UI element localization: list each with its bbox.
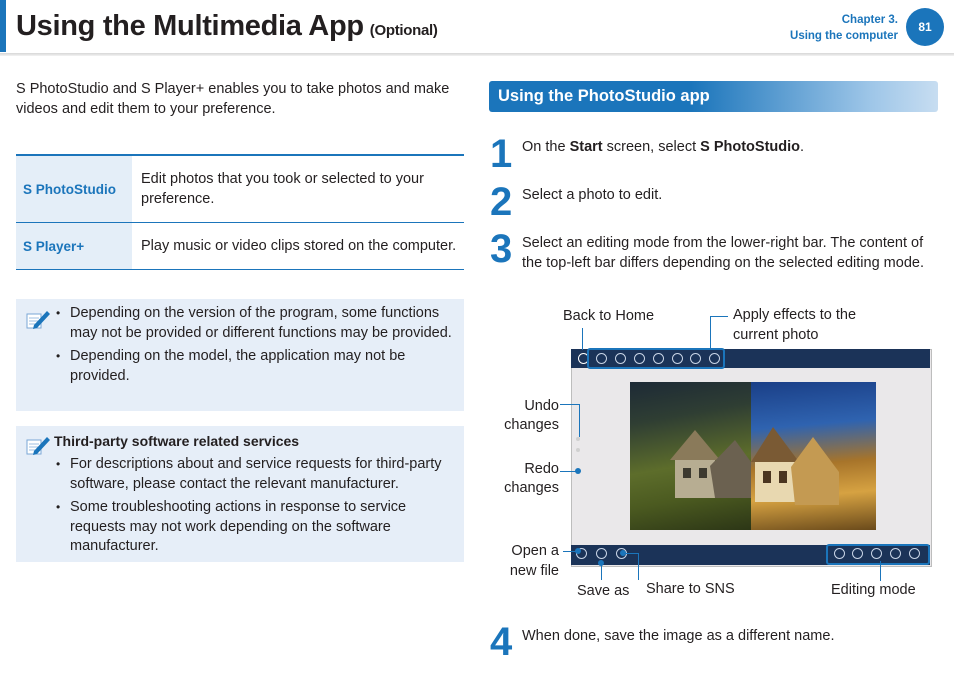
header-accent-bar xyxy=(0,0,6,52)
step-text-bold: S PhotoStudio xyxy=(700,139,800,155)
callout-open-line2: new file xyxy=(509,563,559,579)
note-title: Third-party software related services xyxy=(54,433,300,449)
undo-icon[interactable] xyxy=(576,437,580,441)
step-1-text xyxy=(522,137,942,157)
callout-open-line1: Open a xyxy=(511,543,559,559)
house-image xyxy=(751,417,841,507)
table-row xyxy=(16,223,464,270)
chapter-label xyxy=(790,12,898,44)
note-box xyxy=(16,299,464,411)
app-name: S PhotoStudio xyxy=(16,156,132,222)
intro-text: S PhotoStudio and S Player+ enables you to take photos and make videos and edit them to your preference. xyxy=(16,81,450,117)
step-3-text: Select an editing mode from the lower-right bar. The content of the top-left bar differs depending on the selected editing mode. xyxy=(522,235,924,271)
editing-mode-highlight xyxy=(826,544,930,565)
callout-editing-mode: Editing mode xyxy=(831,582,916,598)
step-text-part: . xyxy=(800,139,805,155)
callout-line xyxy=(710,316,728,317)
callout-line xyxy=(601,563,602,580)
page-number-badge: 81 xyxy=(906,8,944,46)
callout-save-as: Save as xyxy=(577,583,630,599)
house-image xyxy=(665,422,751,502)
callout-dot xyxy=(575,468,581,474)
callout-line xyxy=(623,553,638,554)
callout-apply-effects-line2: current photo xyxy=(733,327,819,343)
list-item: • For descriptions about and service requests for third-party software, please contact the relevant manufacturer. xyxy=(16,455,464,494)
page-title xyxy=(16,10,438,43)
app-name: S Player+ xyxy=(16,223,132,269)
step-number: 3 xyxy=(490,227,513,271)
callout-line xyxy=(710,316,711,349)
callout-line xyxy=(579,404,580,437)
photo-edited xyxy=(751,382,876,530)
callout-line xyxy=(880,561,881,581)
step-text-part: On the xyxy=(522,139,570,155)
section-title: Using the PhotoStudio app xyxy=(498,87,710,105)
step-number: 4 xyxy=(490,620,513,664)
photo-original xyxy=(630,382,751,530)
list-item: • Depending on the version of the program, some functions may not be provided or different functions may be provided. xyxy=(16,304,464,343)
list-item: • Some troubleshooting actions in response to service requests may not work depending on the software manufacturer. xyxy=(16,498,464,557)
callout-undo-line1: Undo xyxy=(524,398,559,414)
table-row xyxy=(16,156,464,223)
callout-line xyxy=(638,553,639,580)
callout-undo-line2: changes xyxy=(504,417,559,433)
callout-apply-effects-line1: Apply effects to the xyxy=(733,307,857,323)
callout-line xyxy=(560,404,580,405)
callout-redo-line1: Redo xyxy=(524,461,559,477)
callout-line xyxy=(582,328,583,350)
callout-redo-line2: changes xyxy=(504,480,559,496)
app-description: Edit photos that you took or selected to your preference. xyxy=(141,171,424,207)
step-text-part: screen, select xyxy=(602,139,701,155)
step-number: 1 xyxy=(490,132,513,176)
list-item: • Depending on the model, the application may not be provided. xyxy=(16,347,464,386)
chapter-title: Using the computer xyxy=(790,30,898,42)
effects-highlight xyxy=(587,348,725,369)
step-text-bold: Start xyxy=(569,139,603,155)
save-as-icon[interactable] xyxy=(596,548,607,559)
header-rule xyxy=(0,53,954,56)
third-party-note-box xyxy=(16,426,464,562)
callout-share: Share to SNS xyxy=(646,581,735,597)
step-4-text: When done, save the image as a different name. xyxy=(522,628,835,644)
callout-dot xyxy=(575,548,581,554)
app-table xyxy=(16,154,464,270)
redo-icon[interactable] xyxy=(576,448,580,452)
page-title-optional: (Optional) xyxy=(369,22,438,39)
step-2-text: Select a photo to edit. xyxy=(522,187,663,203)
chapter-number: Chapter 3. xyxy=(841,14,898,26)
page-title-text: Using the Multimedia App xyxy=(16,10,364,42)
callout-back-home: Back to Home xyxy=(563,308,655,324)
app-description: Play music or video clips stored on the computer. xyxy=(141,238,457,254)
step-number: 2 xyxy=(490,180,513,224)
